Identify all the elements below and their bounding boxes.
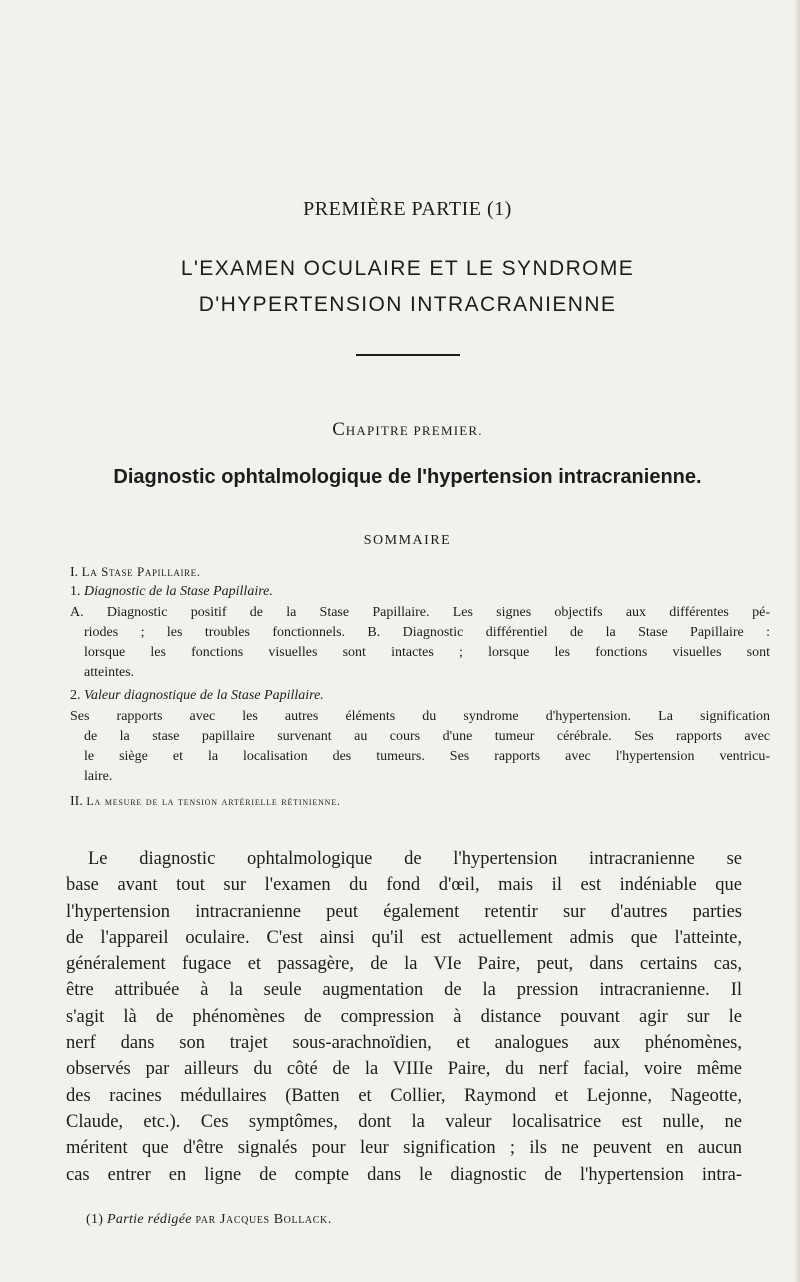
- body-line: méritent que d'être signalés pour leur signification ; ils ne peuvent en aucun: [66, 1138, 742, 1159]
- body-line: l'hypertension intracranienne peut également retentir sur d'autres parties: [66, 901, 742, 922]
- body-line: Le diagnostic ophtalmologique de l'hypertension intracranienne se: [88, 849, 742, 869]
- body-line: être attribuée à la seule augmentation de la pression intracranienne. Il: [66, 980, 742, 1001]
- body-line: s'agit là de phénomènes de compression à distance pouvant agir sur le: [66, 1006, 742, 1027]
- toc-item-4: [70, 686, 770, 706]
- chapter-heading: [0, 419, 800, 441]
- body-line: de l'appareil oculaire. C'est ainsi qu'il est actuellement admis que l'atteinte,: [66, 927, 742, 948]
- toc-text-line-4: laire.: [84, 769, 113, 784]
- toc-item-6: [70, 791, 770, 812]
- toc-num: 2.: [70, 688, 81, 703]
- toc-text-line-3: le siège et la localisation des tumeurs. Ses rapports avec l'hypertension ventricu-: [84, 749, 770, 764]
- body-line: généralement fugace et passagère, de la VIe Paire, peut, dans certains cas,: [66, 954, 742, 975]
- main-title-line-1: L'EXAMEN OCULAIRE ET LE SYNDROME: [180, 257, 635, 280]
- title-divider: [356, 354, 460, 356]
- toc-item-5: [70, 707, 770, 787]
- chapter-rest: HAPITRE PREMIER.: [345, 423, 483, 438]
- toc-num: A.: [70, 605, 84, 620]
- toc-item-1: [70, 562, 770, 583]
- toc-item-3: [70, 603, 770, 683]
- body-line: des racines médullaires (Batten et Collier, Raymond et Lejonne, Nageotte,: [66, 1085, 742, 1106]
- toc-text: La mesure de la tension artérielle rétinienne.: [86, 794, 341, 808]
- body-paragraph: [66, 846, 742, 1188]
- toc-text-line-3: lorsque les fonctions visuelles sont intactes ; lorsque les fonctions visuelles sont: [84, 645, 770, 660]
- toc-item-2: [70, 582, 770, 602]
- footnote-mark: (1): [86, 1212, 104, 1227]
- toc-text-line-2: riodes ; les troubles fonctionnels. B. Diagnostic différentiel de la Stase Papillaire :: [84, 625, 770, 640]
- footnote-author: par Jacques Bollack.: [195, 1212, 332, 1227]
- toc-num: II.: [70, 794, 83, 809]
- body-line: Claude, etc.). Ces symptômes, dont la valeur localisatrice est nulle, ne: [66, 1111, 742, 1132]
- chapter-first-letter: C: [332, 419, 346, 440]
- toc-num: I.: [70, 565, 79, 580]
- toc-text-line-1: Ses rapports avec les autres éléments du syndrome d'hypertension. La signification: [70, 709, 770, 724]
- footnote: [86, 1212, 332, 1228]
- part-title: PREMIÈRE PARTIE (1): [303, 198, 512, 220]
- body-line: observés par ailleurs du côté de la VIIIe Paire, du nerf facial, voire même: [66, 1059, 742, 1080]
- main-title-line-2: D'HYPERTENSION INTRACRANIENNE: [198, 293, 617, 316]
- page-edge-shadow: [794, 0, 800, 1282]
- body-line: cas entrer en ligne de compte dans le diagnostic de l'hypertension intra-: [66, 1164, 742, 1185]
- body-line: base avant tout sur l'examen du fond d'œil, mais il est indéniable que: [66, 875, 742, 896]
- toc-text-line-2: de la stase papillaire survenant au cours d'une tumeur cérébrale. Ses rapports avec: [84, 729, 770, 744]
- toc-text: La Stase Papillaire.: [81, 564, 201, 579]
- footnote-italic: Partie rédigée: [107, 1212, 192, 1227]
- toc-text: Valeur diagnostique de la Stase Papillaire.: [84, 688, 324, 703]
- toc-text-line-1: Diagnostic positif de la Stase Papillaire. Les signes objectifs aux différentes pé-: [106, 605, 770, 620]
- sommaire-heading: SOMMAIRE: [363, 533, 452, 548]
- chapter-title: Diagnostic ophtalmologique de l'hypertension intracranienne.: [113, 466, 702, 488]
- body-line: nerf dans son trajet sous-arachnoïdien, et analogues aux phénomènes,: [66, 1033, 742, 1054]
- toc-num: 1.: [70, 584, 81, 599]
- toc-text: Diagnostic de la Stase Papillaire.: [84, 584, 273, 599]
- toc-text-line-4: atteintes.: [84, 665, 135, 680]
